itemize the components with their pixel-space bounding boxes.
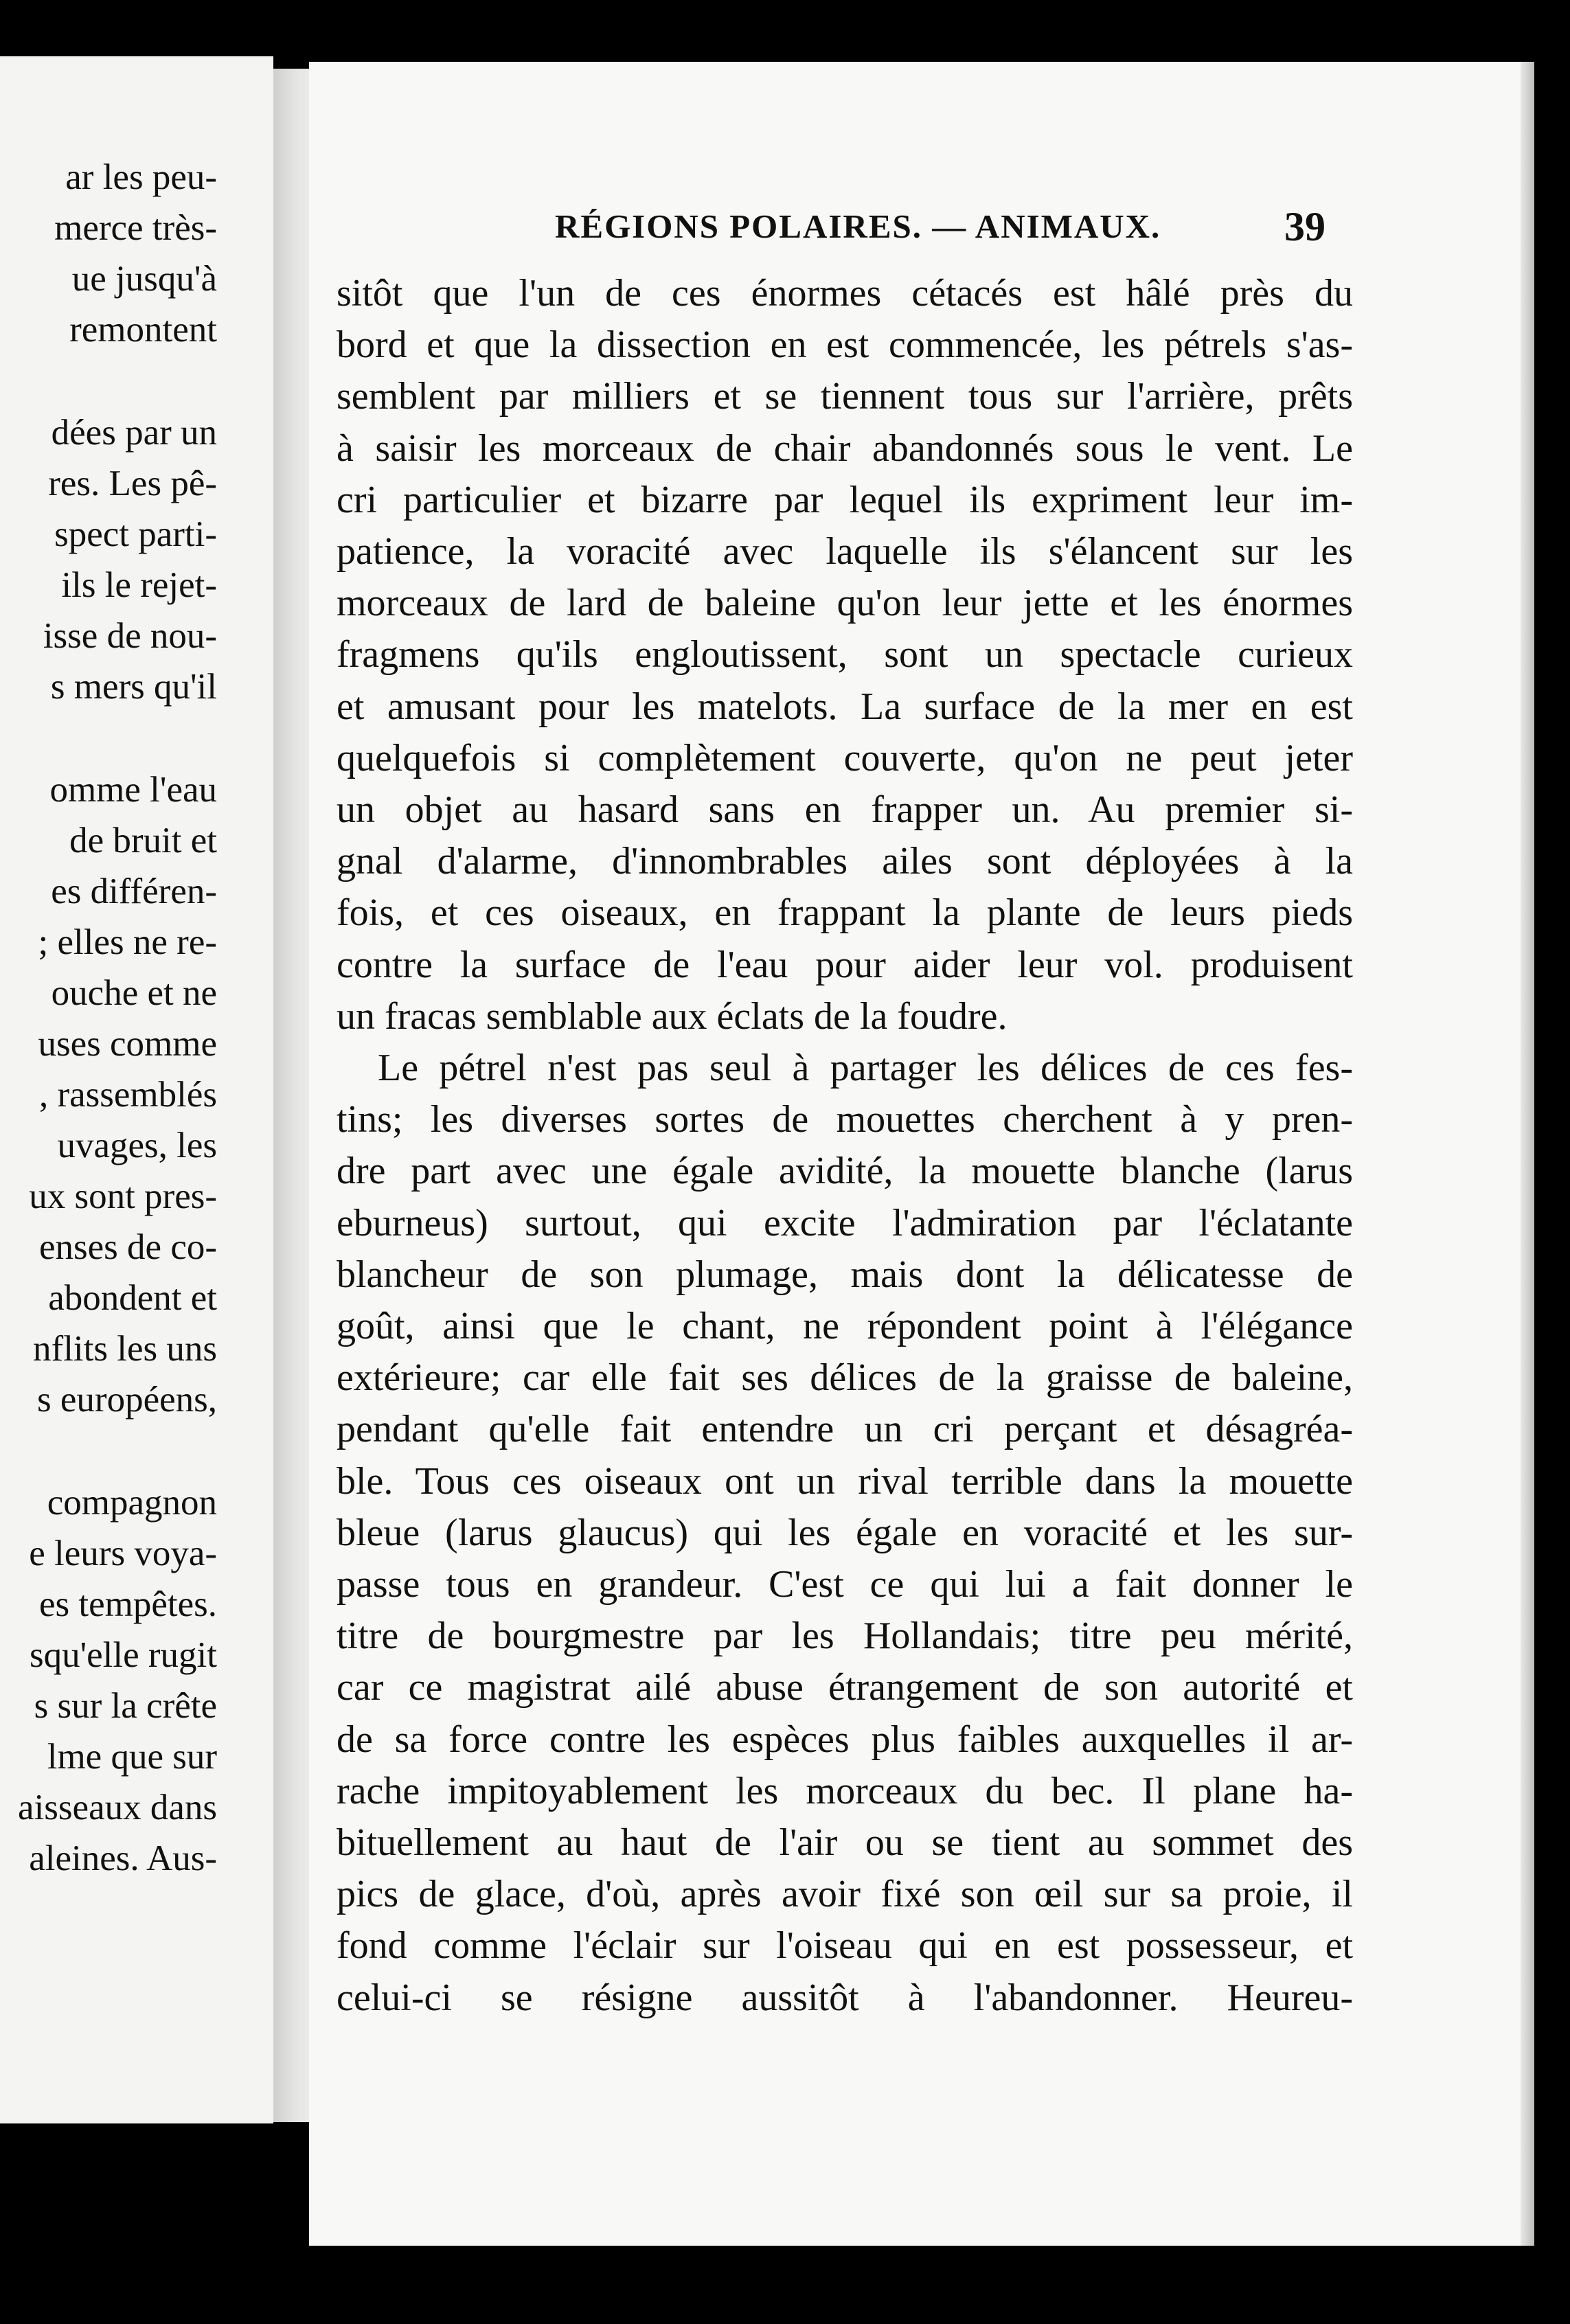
body-line: patience, la voracité avec laquelle ils s'élancent sur les [337, 530, 1353, 573]
page-header [309, 199, 1525, 254]
left-page-line: ue jusqu'à [71, 259, 217, 299]
left-page-line: dées par un [51, 413, 217, 453]
page-number: 39 [1284, 204, 1326, 249]
page-edge [1521, 62, 1534, 2246]
left-page-line: spect parti- [54, 514, 217, 554]
body-line: blancheur de son plumage, mais dont la délicatesse de [337, 1253, 1353, 1296]
left-page-line: ux sont pres- [29, 1176, 217, 1216]
left-page-line: res. Les pê- [48, 464, 217, 503]
left-page-line: compagnon [47, 1483, 217, 1523]
left-page-line: aleines. Aus- [29, 1838, 217, 1878]
left-page-line: ; elles ne re- [38, 922, 217, 962]
body-line: morceaux de lard de baleine qu'on leur jette et les énormes [337, 582, 1353, 624]
body-line: pendant qu'elle fait entendre un cri perçant et désagréa- [337, 1408, 1353, 1450]
running-head: RÉGIONS POLAIRES. — ANIMAUX. [555, 207, 1161, 245]
body-line: et amusant pour les matelots. La surface de la mer en est [337, 685, 1353, 728]
left-page-line: e leurs voya- [29, 1534, 217, 1573]
left-page-line: enses de co- [39, 1227, 217, 1267]
left-page-line: de bruit et [69, 821, 217, 861]
previous-page-fragment [0, 56, 273, 2123]
left-page-line: aisseaux dans [18, 1788, 217, 1827]
left-page-line: ils le rejet- [61, 565, 217, 605]
body-line: contre la surface de l'eau pour aider leur vol. produisent [337, 944, 1353, 986]
body-line: bleue (larus glaucus) qui les égale en voracité et les sur- [337, 1512, 1353, 1554]
body-line: pics de glace, d'où, après avoir fixé son œil sur sa proie, il [337, 1873, 1353, 1915]
body-line: tins; les diverses sortes de mouettes cherchent à y pren- [337, 1098, 1353, 1141]
body-line: fond comme l'éclair sur l'oiseau qui en est possesseur, et [337, 1924, 1353, 1967]
body-line: car ce magistrat ailé abuse étrangement de son autorité et [337, 1666, 1353, 1709]
left-page-line: uses comme [38, 1024, 217, 1064]
body-line: de sa force contre les espèces plus faibles auxquelles il ar- [337, 1718, 1353, 1761]
body-line: un fracas semblable aux éclats de la foudre. [337, 995, 1008, 1038]
body-line: sitôt que l'un de ces énormes cétacés est hâlé près du [337, 272, 1353, 315]
left-page-line: uvages, les [57, 1126, 217, 1165]
left-page-line: squ'elle rugit [29, 1635, 217, 1675]
body-line: à saisir les morceaux de chair abandonnés sous le vent. Le [337, 427, 1353, 470]
left-page-line: ar les peu- [65, 157, 217, 197]
body-line: un objet au hasard sans en frapper un. Au premier si- [337, 788, 1353, 831]
body-line: rache impitoyablement les morceaux du bec. Il plane ha- [337, 1770, 1353, 1812]
body-line: quelquefois si complètement couverte, qu'on ne peut jeter [337, 737, 1353, 779]
body-line: celui-ci se résigne aussitôt à l'abandonner. Heureu- [337, 1976, 1353, 2019]
body-line: Le pétrel n'est pas seul à partager les délices de ces fes- [378, 1047, 1353, 1089]
body-line: passe tous en grandeur. C'est ce qui lui a fait donner le [337, 1563, 1353, 1606]
left-page-line: remontent [69, 310, 217, 350]
body-line: semblent par milliers et se tiennent tous sur l'arrière, prêts [337, 375, 1353, 418]
left-page-line: s mers qu'il [50, 667, 217, 707]
left-page-line: , rassemblés [38, 1075, 217, 1115]
body-line: eburneus) surtout, qui excite l'admiration par l'éclatante [337, 1202, 1353, 1244]
body-line: dre part avec une égale avidité, la mouette blanche (larus [337, 1150, 1353, 1192]
left-page-line: omme l'eau [49, 770, 217, 810]
left-page-line: nflits les uns [33, 1329, 217, 1369]
left-page-line: s sur la crête [34, 1686, 217, 1726]
body-line: fois, et ces oiseaux, en frappant la plante de leurs pieds [337, 891, 1353, 934]
page-39 [309, 62, 1525, 2246]
body-line: extérieure; car elle fait ses délices de la graisse de baleine, [337, 1356, 1353, 1399]
left-page-line: es différen- [51, 872, 217, 911]
body-line: titre de bourgmestre par les Hollandais; titre peu mérité, [337, 1615, 1353, 1657]
left-page-line: isse de nou- [43, 616, 217, 656]
left-page-line: s européens, [37, 1380, 217, 1420]
body-line: ble. Tous ces oiseaux ont un rival terrible dans la mouette [337, 1460, 1353, 1503]
body-line: bituellement au haut de l'air ou se tient au sommet des [337, 1821, 1353, 1864]
left-page-line: es tempêtes. [38, 1584, 217, 1624]
left-page-line: ouche et ne [51, 973, 217, 1013]
left-page-line: abondent et [48, 1278, 217, 1318]
body-line: gnal d'alarme, d'innombrables ailes sont déployées à la [337, 840, 1353, 882]
body-line: goût, ainsi que le chant, ne répondent point à l'élégance [337, 1305, 1353, 1347]
body-line: fragmens qu'ils engloutissent, sont un spectacle curieux [337, 633, 1353, 676]
body-line: cri particulier et bizarre par lequel ils expriment leur im- [337, 479, 1353, 521]
body-line: bord et que la dissection en est commencée, les pétrels s'as- [337, 323, 1353, 366]
left-page-line: lme que sur [47, 1737, 217, 1777]
left-page-line: merce très- [54, 208, 217, 248]
